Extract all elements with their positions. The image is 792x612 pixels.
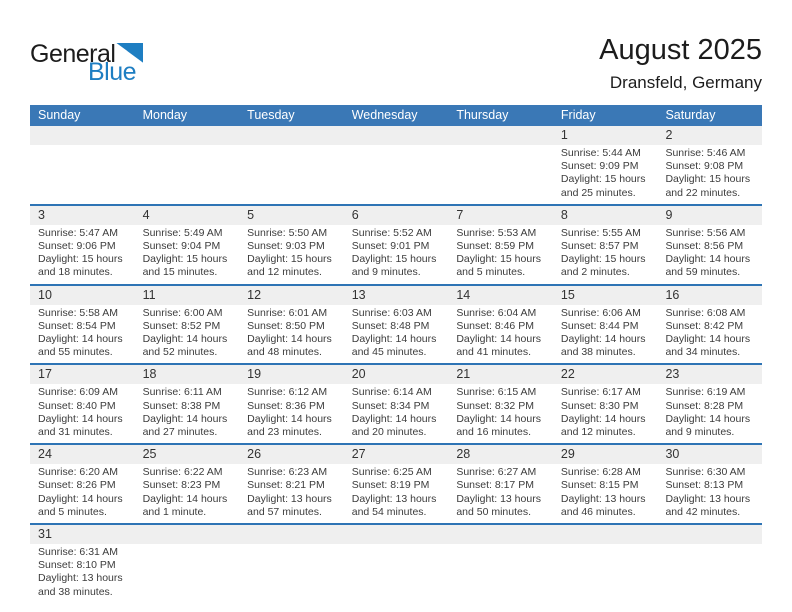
- daylight-line-2: and 45 minutes.: [351, 346, 427, 359]
- day-cell: [448, 145, 553, 204]
- week-details-row: [30, 145, 762, 204]
- day-number: 22: [560, 367, 575, 382]
- sunset-line: Sunset: 9:04 PM: [142, 240, 221, 253]
- daylight-line-2: and 12 minutes.: [247, 266, 322, 279]
- sunset-line: Sunset: 8:57 PM: [560, 240, 639, 253]
- week-row: [30, 363, 762, 443]
- daylight-line: Daylight: 14 hours: [247, 333, 332, 346]
- daylight-line: Daylight: 14 hours: [456, 333, 541, 346]
- day-cell: [344, 464, 449, 523]
- day-number: 3: [38, 207, 45, 222]
- day-number: 18: [142, 367, 157, 382]
- day-number: 29: [560, 447, 575, 462]
- sunset-line: Sunset: 9:09 PM: [560, 160, 639, 173]
- week-details-row: [30, 225, 762, 284]
- sunset-line: Sunset: 9:06 PM: [38, 240, 116, 253]
- sunset-line: Sunset: 8:28 PM: [665, 399, 744, 412]
- day-number: [448, 525, 553, 544]
- day-number: 25: [142, 447, 157, 462]
- day-number: [344, 126, 449, 145]
- day-cell: [135, 305, 240, 364]
- daylight-line-2: and 41 minutes.: [456, 346, 532, 359]
- day-cell: [344, 305, 449, 364]
- daylight-line-2: and 48 minutes.: [247, 346, 322, 359]
- day-cell: [553, 305, 658, 364]
- day-cell: [30, 464, 135, 523]
- day-number: 19: [247, 367, 262, 382]
- day-cell: [135, 464, 240, 523]
- week-row: [30, 126, 762, 204]
- day-cell: [448, 384, 553, 443]
- day-number: [553, 525, 658, 544]
- calendar-table: [30, 105, 762, 603]
- day-cell: [135, 384, 240, 443]
- sunrise-line: Sunrise: 6:23 AM: [247, 466, 328, 479]
- sunrise-line: Sunrise: 6:31 AM: [38, 546, 118, 559]
- sunrise-line: Sunrise: 6:28 AM: [560, 466, 641, 479]
- daylight-line-2: and 34 minutes.: [665, 346, 741, 359]
- daylight-line-2: and 22 minutes.: [665, 186, 741, 199]
- sunrise-line: Sunrise: 6:12 AM: [247, 386, 328, 399]
- daylight-line-2: and 20 minutes.: [351, 426, 427, 439]
- day-cell: [448, 464, 553, 523]
- day-cell: [239, 145, 344, 204]
- week-number-band: [30, 365, 762, 384]
- sunrise-line: Sunrise: 5:52 AM: [351, 226, 432, 239]
- day-cell: [30, 145, 135, 204]
- sunset-line: Sunset: 8:44 PM: [560, 319, 639, 332]
- sunset-line: Sunset: 8:48 PM: [351, 319, 430, 332]
- day-number: 5: [247, 207, 255, 222]
- sunset-line: Sunset: 9:03 PM: [247, 240, 325, 253]
- day-cell: [344, 145, 449, 204]
- daylight-line: Daylight: 15 hours: [560, 253, 646, 266]
- daylight-line: Daylight: 13 hours: [351, 492, 437, 505]
- daylight-line: Daylight: 15 hours: [38, 253, 123, 266]
- sunrise-line: Sunrise: 5:56 AM: [665, 226, 746, 239]
- day-cell: [553, 384, 658, 443]
- sunrise-line: Sunrise: 6:01 AM: [247, 306, 328, 319]
- page-title: August 2025: [599, 34, 762, 66]
- day-number: 10: [38, 287, 52, 302]
- sunset-line: Sunset: 8:23 PM: [142, 479, 221, 492]
- logo-text-blue: Blue: [88, 58, 137, 86]
- sunrise-line: Sunrise: 6:15 AM: [456, 386, 537, 399]
- sunset-line: Sunset: 8:34 PM: [351, 399, 430, 412]
- sunset-line: Sunset: 9:08 PM: [665, 160, 744, 173]
- page-subtitle: Dransfeld, Germany: [609, 73, 762, 92]
- sunset-line: Sunset: 8:46 PM: [456, 319, 534, 332]
- sunrise-line: Sunrise: 6:22 AM: [142, 466, 223, 479]
- daylight-line-2: and 2 minutes.: [560, 266, 630, 279]
- daylight-line-2: and 46 minutes.: [560, 505, 636, 518]
- day-number: 9: [665, 207, 673, 222]
- daylight-line: Daylight: 14 hours: [142, 333, 228, 346]
- day-number: 11: [142, 287, 156, 302]
- daylight-line: Daylight: 14 hours: [665, 333, 751, 346]
- day-number: 15: [560, 287, 575, 302]
- day-number: [344, 525, 449, 544]
- day-number: 13: [351, 287, 366, 302]
- sunrise-line: Sunrise: 6:11 AM: [142, 386, 222, 399]
- daylight-line-2: and 25 minutes.: [560, 186, 636, 199]
- day-number: [135, 525, 240, 544]
- daylight-line-2: and 52 minutes.: [142, 346, 218, 359]
- day-cell: [344, 544, 449, 603]
- daylight-line-2: and 18 minutes.: [38, 266, 113, 279]
- daylight-line-2: and 15 minutes.: [142, 266, 218, 279]
- daylight-line: Daylight: 14 hours: [560, 333, 646, 346]
- sunset-line: Sunset: 8:42 PM: [665, 319, 744, 332]
- daylight-line-2: and 16 minutes.: [456, 426, 532, 439]
- sunrise-line: Sunrise: 6:08 AM: [665, 306, 746, 319]
- day-number: 23: [665, 367, 680, 382]
- week-number-band: [30, 126, 762, 145]
- day-number: [239, 525, 344, 544]
- sunset-line: Sunset: 8:32 PM: [456, 399, 534, 412]
- sunset-line: Sunset: 8:56 PM: [665, 240, 744, 253]
- day-cell: [239, 384, 344, 443]
- sunset-line: Sunset: 8:15 PM: [560, 479, 639, 492]
- sunrise-line: Sunrise: 5:44 AM: [560, 147, 641, 159]
- day-number: [448, 126, 553, 145]
- day-cell: [553, 544, 658, 603]
- day-header-wednesday: Wednesday: [351, 108, 418, 122]
- daylight-line: Daylight: 15 hours: [456, 253, 541, 266]
- day-number: [135, 126, 240, 145]
- day-number: 24: [38, 447, 52, 462]
- day-number: 28: [456, 447, 471, 462]
- day-cell: [657, 145, 762, 204]
- week-number-band: [30, 525, 762, 544]
- daylight-line: Daylight: 14 hours: [665, 412, 751, 425]
- day-number: 6: [351, 207, 359, 222]
- sunrise-line: Sunrise: 5:50 AM: [247, 226, 328, 239]
- day-header-tuesday: Tuesday: [247, 108, 295, 122]
- day-cell: [135, 544, 240, 603]
- daylight-line-2: and 55 minutes.: [38, 346, 113, 359]
- sunrise-line: Sunrise: 6:03 AM: [351, 306, 432, 319]
- daylight-line-2: and 5 minutes.: [38, 505, 107, 518]
- week-details-row: [30, 544, 762, 603]
- sunset-line: Sunset: 8:50 PM: [247, 319, 325, 332]
- sunset-line: Sunset: 8:30 PM: [560, 399, 639, 412]
- sunset-line: Sunset: 8:21 PM: [247, 479, 325, 492]
- daylight-line: Daylight: 14 hours: [247, 412, 332, 425]
- sunrise-line: Sunrise: 6:30 AM: [665, 466, 746, 479]
- day-cell: [30, 225, 135, 284]
- daylight-line-2: and 9 minutes.: [665, 426, 735, 439]
- day-cell: [30, 384, 135, 443]
- day-cell: [448, 305, 553, 364]
- daylight-line: Daylight: 14 hours: [560, 412, 646, 425]
- day-number: 26: [247, 447, 262, 462]
- daylight-line-2: and 42 minutes.: [665, 505, 741, 518]
- sunset-line: Sunset: 8:17 PM: [456, 479, 534, 492]
- daylight-line: Daylight: 13 hours: [247, 492, 332, 505]
- sunrise-line: Sunrise: 6:27 AM: [456, 466, 537, 479]
- day-cell: [239, 464, 344, 523]
- day-number: [657, 525, 762, 544]
- day-cell: [239, 305, 344, 364]
- sunrise-line: Sunrise: 5:55 AM: [560, 226, 641, 239]
- day-header-saturday: Saturday: [665, 108, 716, 122]
- week-number-band: [30, 286, 762, 305]
- sunrise-line: Sunrise: 6:00 AM: [142, 306, 223, 319]
- daylight-line-2: and 12 minutes.: [560, 426, 636, 439]
- daylight-line-2: and 54 minutes.: [351, 505, 427, 518]
- week-number-band: [30, 206, 762, 225]
- daylight-line: Daylight: 15 hours: [247, 253, 332, 266]
- sunset-line: Sunset: 8:36 PM: [247, 399, 325, 412]
- daylight-line-2: and 9 minutes.: [351, 266, 421, 279]
- day-number: 2: [665, 128, 673, 142]
- logo-word-general: General: [30, 40, 116, 68]
- daylight-line: Daylight: 14 hours: [351, 412, 437, 425]
- day-number: 16: [665, 287, 680, 302]
- week-row: [30, 443, 762, 523]
- daylight-line: Daylight: 15 hours: [142, 253, 228, 266]
- day-number: 12: [247, 287, 262, 302]
- day-cell: [657, 464, 762, 523]
- day-cell: [30, 305, 135, 364]
- sunset-line: Sunset: 9:01 PM: [351, 240, 430, 253]
- sunset-line: Sunset: 8:19 PM: [351, 479, 430, 492]
- sunrise-line: Sunrise: 5:49 AM: [142, 226, 223, 239]
- daylight-line-2: and 31 minutes.: [38, 426, 113, 439]
- sunset-line: Sunset: 8:38 PM: [142, 399, 221, 412]
- daylight-line: Daylight: 14 hours: [456, 412, 541, 425]
- week-number-band: [30, 445, 762, 464]
- sunset-line: Sunset: 8:26 PM: [38, 479, 116, 492]
- week-row: [30, 204, 762, 284]
- day-cell: [135, 225, 240, 284]
- daylight-line-2: and 59 minutes.: [665, 266, 741, 279]
- daylight-line: Daylight: 14 hours: [38, 412, 123, 425]
- calendar-weeks: [30, 126, 762, 603]
- sunrise-line: Sunrise: 6:06 AM: [560, 306, 641, 319]
- day-header-monday: Monday: [142, 108, 188, 122]
- sunrise-line: Sunrise: 5:46 AM: [665, 147, 746, 159]
- daylight-line: Daylight: 14 hours: [142, 492, 228, 505]
- day-cell: [344, 225, 449, 284]
- daylight-line-2: and 50 minutes.: [456, 505, 532, 518]
- day-cell: [135, 145, 240, 204]
- day-number: [30, 126, 135, 145]
- day-number: 21: [456, 367, 471, 382]
- daylight-line: Daylight: 15 hours: [351, 253, 437, 266]
- day-number: 30: [665, 447, 680, 462]
- daylight-line: Daylight: 14 hours: [351, 333, 437, 346]
- day-cell: [657, 225, 762, 284]
- day-number: 20: [351, 367, 366, 382]
- daylight-line: Daylight: 14 hours: [38, 492, 123, 505]
- sunrise-line: Sunrise: 6:09 AM: [38, 386, 118, 399]
- daylight-line: Daylight: 13 hours: [38, 572, 123, 585]
- sunset-line: Sunset: 8:40 PM: [38, 399, 116, 412]
- day-header-sunday: Sunday: [38, 108, 81, 122]
- day-header-friday: Friday: [560, 108, 596, 122]
- sunrise-line: Sunrise: 5:58 AM: [38, 306, 118, 319]
- day-header-thursday: Thursday: [456, 108, 509, 122]
- day-number: [239, 126, 344, 145]
- week-row: [30, 523, 762, 603]
- daylight-line-2: and 57 minutes.: [247, 505, 322, 518]
- sunrise-line: Sunrise: 6:14 AM: [351, 386, 432, 399]
- week-details-row: [30, 384, 762, 443]
- sunrise-line: Sunrise: 6:04 AM: [456, 306, 537, 319]
- daylight-line: Daylight: 15 hours: [665, 173, 751, 186]
- daylight-line-2: and 23 minutes.: [247, 426, 322, 439]
- daylight-line: Daylight: 13 hours: [560, 492, 646, 505]
- day-cell: [239, 225, 344, 284]
- day-number: 14: [456, 287, 471, 302]
- day-number: 8: [560, 207, 568, 222]
- daylight-line-2: and 38 minutes.: [560, 346, 636, 359]
- daylight-line: Daylight: 13 hours: [456, 492, 541, 505]
- sunrise-line: Sunrise: 6:25 AM: [351, 466, 432, 479]
- day-cell: [344, 384, 449, 443]
- sunset-line: Sunset: 8:54 PM: [38, 319, 116, 332]
- sunset-line: Sunset: 8:10 PM: [38, 559, 116, 572]
- day-cell: [553, 464, 658, 523]
- day-cell: [553, 145, 658, 204]
- week-row: [30, 284, 762, 364]
- daylight-line: Daylight: 13 hours: [665, 492, 751, 505]
- sunrise-line: Sunrise: 5:53 AM: [456, 226, 537, 239]
- day-cell: [657, 544, 762, 603]
- day-header-row: [30, 105, 762, 126]
- sunrise-line: Sunrise: 6:19 AM: [665, 386, 746, 399]
- daylight-line-2: and 38 minutes.: [38, 585, 113, 598]
- sunset-line: Sunset: 8:52 PM: [142, 319, 221, 332]
- sunrise-line: Sunrise: 5:47 AM: [38, 226, 118, 239]
- day-number: 27: [351, 447, 366, 462]
- day-cell: [448, 225, 553, 284]
- day-cell: [657, 384, 762, 443]
- sunset-line: Sunset: 8:59 PM: [456, 240, 534, 253]
- day-cell: [448, 544, 553, 603]
- day-cell: [30, 544, 135, 603]
- daylight-line-2: and 5 minutes.: [456, 266, 526, 279]
- daylight-line: Daylight: 15 hours: [560, 173, 646, 186]
- sunset-line: Sunset: 8:13 PM: [665, 479, 744, 492]
- day-cell: [657, 305, 762, 364]
- week-details-row: [30, 305, 762, 364]
- day-number: 4: [142, 207, 150, 222]
- day-number: 31: [38, 527, 52, 542]
- day-number: 7: [456, 207, 464, 222]
- daylight-line: Daylight: 14 hours: [38, 333, 123, 346]
- daylight-line: Daylight: 14 hours: [142, 412, 228, 425]
- daylight-line-2: and 1 minute.: [142, 505, 207, 518]
- general-blue-logo: [30, 42, 143, 85]
- sunrise-line: Sunrise: 6:20 AM: [38, 466, 118, 479]
- sunrise-line: Sunrise: 6:17 AM: [560, 386, 641, 399]
- day-number: 1: [560, 128, 568, 142]
- day-number: 17: [38, 367, 52, 382]
- daylight-line: Daylight: 14 hours: [665, 253, 751, 266]
- day-cell: [553, 225, 658, 284]
- daylight-line-2: and 27 minutes.: [142, 426, 218, 439]
- day-cell: [239, 544, 344, 603]
- week-details-row: [30, 464, 762, 523]
